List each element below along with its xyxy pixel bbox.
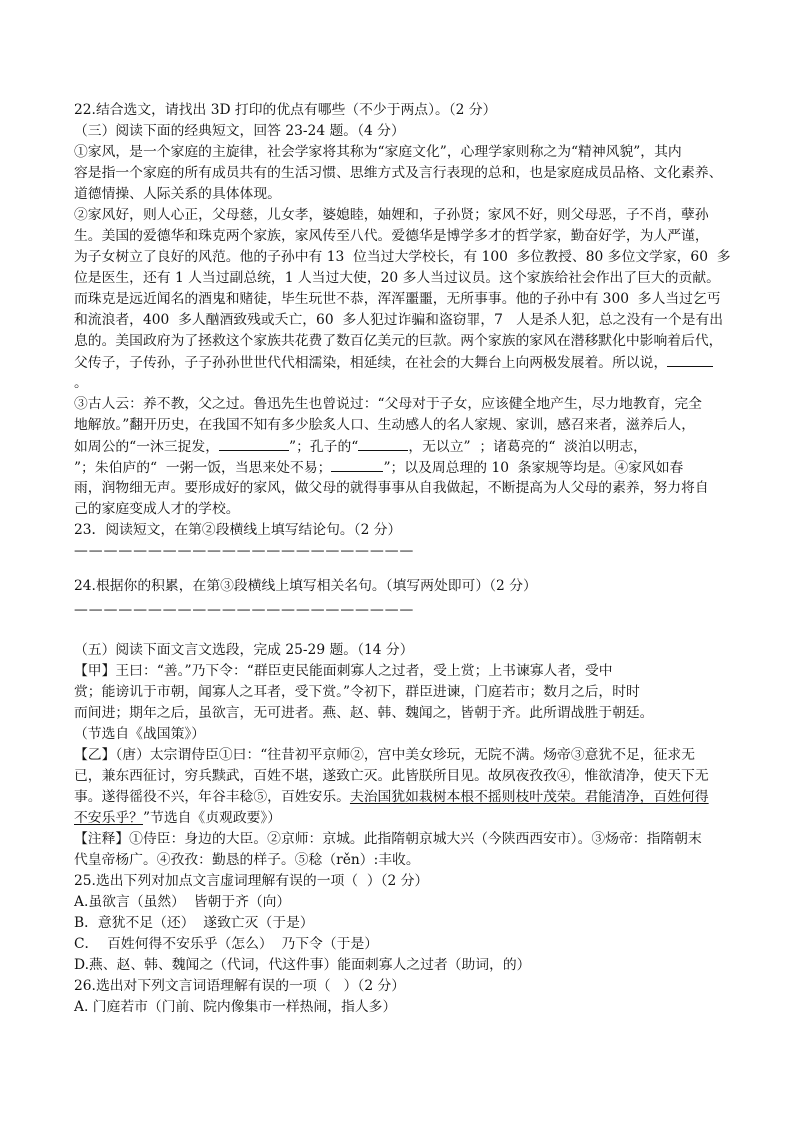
passage-p2-line: 为子女树立了良好的风范。他的子孙中有 13 位当过大学校长，有 100 多位教授、80 多位文学家，60 多 xyxy=(74,249,731,265)
passage-p3-line xyxy=(74,457,683,478)
passage-yi-source: ”节选自《贞观政要》） xyxy=(142,810,282,826)
option-c[interactable]: C． 百姓何得不安乐乎（怎么） 乃下令（于是） xyxy=(74,936,379,952)
passage-yi-line xyxy=(74,787,709,807)
section-3-title: （三）阅读下面的经典短文，回答 23-24 题。（4 分） xyxy=(74,123,405,139)
passage-yi-line: 【乙】（唐）太宗谓侍臣①曰：“往昔初平京师②，宫中美女珍玩，无院不满。炀帝③意犹不足，征求无 xyxy=(74,747,696,763)
underlined-sentence: 不安乐乎？ xyxy=(74,810,143,826)
option-a[interactable]: A. 门庭若市（门前、院内像集市一样热闹，指人多） xyxy=(74,999,397,1015)
question-22: 22.结合选文，请找出 3D 打印的优点有哪些（不少于两点）。（2 分） xyxy=(74,102,497,118)
answer-line[interactable]: ——————————————————————— xyxy=(74,602,415,618)
passage-p2-line xyxy=(74,352,713,373)
passage-text: ”；以及周总理的 10 条家规等均是。④家风如春 xyxy=(383,460,684,476)
section-5-title: （五）阅读下面文言文选段，完成 25-29 题。（14 分） xyxy=(74,642,414,658)
passage-text: ”；朱伯庐的“ 一粥一饭，当思来处不易； xyxy=(74,460,332,476)
answer-blank[interactable] xyxy=(219,436,289,451)
passage-p2-line: 而珠克是远近闻名的酒鬼和赌徒，毕生玩世不恭，浑浑噩噩，无所事事。他的子孙中有 300 多人当过乞丐 xyxy=(74,291,721,307)
question-24: 24.根据你的积累，在第③段横线上填写相关名句。（填写两处即可）（2 分） xyxy=(74,578,537,594)
passage-p2-line: 生。美国的爱德华和珠克两个家族，家风传至八代。爱德华是博学多才的哲学家，勤奋好学，为人严谨， xyxy=(74,228,709,244)
passage-p1-line: 道德情操、人际关系的具体体现。 xyxy=(74,186,281,202)
passage-text: 事。遂得徭役不兴，年谷丰稔⑤，百姓安乐。 xyxy=(74,789,350,805)
passage-text: 如周公的“一沐三捉发， xyxy=(74,439,220,455)
answer-line[interactable]: ——————————————————————— xyxy=(74,543,415,559)
passage-text: ，无以立” ；诸葛亮的“ 淡泊以明志， xyxy=(408,439,647,455)
option-b[interactable]: B．意犹不足（还） 遂致亡灭（于是） xyxy=(74,915,314,931)
passage-p3-line: 雨，润物细无声。要形成好的家风，做父母的就得事事从自我做起，不断提高为人父母的素养，努力将自 xyxy=(74,480,709,496)
underlined-sentence: 夫治国犹如栽树本根不摇则枝叶茂荣。君能清净，百姓何得 xyxy=(349,789,709,805)
passage-p3-line: ③古人云：养不教，父之过。鲁迅先生也曾说过：“父母对于子女，应该健全地产生，尽力地教育，完全 xyxy=(74,396,702,412)
passage-jia-line: 而间进；期年之后，虽欲言，无可进者。燕、赵、韩、魏闻之，皆朝于齐。此所谓战胜于朝廷。 xyxy=(74,705,654,721)
passage-jia-line: 【甲】王曰：“善。”乃下令：“群臣吏民能面刺寡人之过者，受上赏；上书谏寡人者，受中 xyxy=(74,663,613,679)
option-d[interactable]: D.燕、赵、韩、魏闻之（代词，代这件事）能面刺寡人之过者（助词，的） xyxy=(74,957,531,973)
passage-yi-line xyxy=(74,808,281,828)
question-23: 23．阅读短文，在第②段横线上填写结论句。（2 分） xyxy=(74,522,402,538)
passage-p2-line: 息的。美国政府为了拯救这个家族共花费了数百亿美元的巨款。两个家族的家风在潜移默化中影响着后代， xyxy=(74,333,723,349)
passage-p2-end: 。 xyxy=(74,375,88,391)
answer-blank[interactable] xyxy=(667,352,713,367)
question-25: 25.选出下列对加点文言虚词理解有误的一项（ ）（2 分） xyxy=(74,873,429,889)
notes-line: 【注释】①侍臣：身边的大臣。②京师：京城。此指隋朝京城大兴（今陕西西安市）。③炀帝：指隋朝末 xyxy=(74,831,702,847)
passage-jia-source: （节选自《战国策》） xyxy=(74,726,206,742)
passage-yi-line: 已，兼东西征讨，穷兵黩武，百姓不堪，遂致亡灭。此皆朕所目见。故夙夜孜孜④，惟欲清净，使天下无 xyxy=(74,768,709,784)
passage-text: ”；孔子的“ xyxy=(289,439,359,455)
option-a[interactable]: A.虽欲言（虽然） 皆朝于齐（向） xyxy=(74,894,291,910)
passage-p3-line xyxy=(74,436,647,457)
passage-p2-line: 位是医生，还有 1 人当过副总统，1 人当过大使，20 多人当过议员。这个家族给社会作出了巨大的贡献。 xyxy=(74,270,720,286)
answer-blank[interactable] xyxy=(331,457,383,472)
question-26: 26.选出对下列文言词语理解有误的一项（ ）（2 分） xyxy=(74,978,406,994)
passage-p1-line: ①家风，是一个家庭的主旋律，社会学家将其称为“家庭文化”，心理学家则称之为“精神风貌”，其内 xyxy=(74,144,682,160)
passage-p3-line: 地解放。”翻开历史，在我国不知有多少脍炙人口、生动感人的名人家规、家训，感召来者，滋养后人， xyxy=(74,417,696,433)
answer-blank[interactable] xyxy=(358,436,408,451)
passage-p3-line: 己的家庭变成人才的学校。 xyxy=(74,501,240,517)
passage-p2-text: 父传子，子传孙，子子孙孙世世代代相濡染，相延续，在社会的大舞台上向两极发展着。所以说， xyxy=(74,355,668,371)
notes-line: 代皇帝杨广。④孜孜：勤恳的样子。⑤稔（rěn）:丰收。 xyxy=(74,852,420,868)
passage-p2-line: 和流浪者，400 多人酗酒致残或夭亡，60 多人犯过诈骗和盗窃罪，7 人是杀人犯，总之没有一个是有出 xyxy=(74,312,724,328)
passage-jia-line: 赏；能谤讥于市朝，闻寡人之耳者，受下赏。”令初下，群臣进谏，门庭若市；数月之后，时时 xyxy=(74,684,640,700)
passage-p2-line: ②家风好，则人心正，父母慈，儿女孝，婆媳睦，妯娌和，子孙贤；家风不好，则父母恶，子不肖，孽孙 xyxy=(74,207,709,223)
passage-p1-line: 容是指一个家庭的所有成员共有的生活习惯、思维方式及言行表现的总和，也是家庭成员品格、文化素养、 xyxy=(74,165,723,181)
